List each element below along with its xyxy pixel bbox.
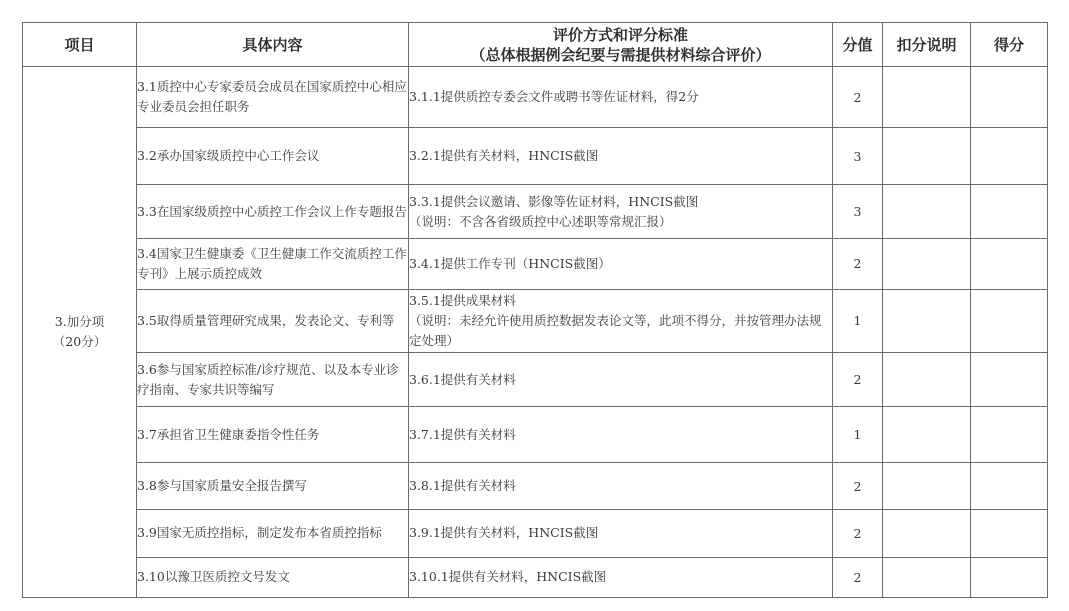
score-cell: 2	[833, 557, 883, 597]
criteria-cell	[409, 185, 833, 238]
result-cell[interactable]	[971, 67, 1048, 128]
result-cell[interactable]	[971, 509, 1048, 557]
result-cell[interactable]	[971, 185, 1048, 238]
result-cell[interactable]	[971, 289, 1048, 352]
group-name: 3.加分项	[54, 314, 105, 329]
criteria-note: （说明：不含各省级质控中心述职等常规汇报）	[409, 213, 672, 229]
table-row	[23, 353, 1048, 407]
result-cell[interactable]	[971, 128, 1048, 185]
criteria-cell	[409, 509, 833, 557]
table-row	[23, 238, 1048, 289]
table-row	[23, 289, 1048, 352]
deduction-cell[interactable]	[883, 407, 971, 463]
header-criteria-subtitle: （总体根据例会纪要与需提供材料综合评价）	[470, 45, 771, 64]
content-cell: 3.8参与国家质量安全报告撰写	[137, 463, 409, 509]
score-cell: 2	[833, 353, 883, 407]
criteria-text: 3.8.1提供有关材料	[409, 478, 516, 494]
score-cell: 2	[833, 463, 883, 509]
criteria-text: 3.4.1提供工作专刊（HNCIS截图）	[409, 255, 611, 271]
content-cell: 3.10以豫卫医质控文号发文	[137, 557, 409, 597]
header-score: 分值	[833, 23, 883, 67]
result-cell[interactable]	[971, 353, 1048, 407]
content-cell: 3.2承办国家级质控中心工作会议	[137, 128, 409, 185]
header-row	[23, 23, 1048, 67]
table-row	[23, 407, 1048, 463]
criteria-cell	[409, 557, 833, 597]
group-points: （20分）	[52, 334, 107, 349]
criteria-text: 3.9.1提供有关材料，HNCIS截图	[409, 525, 599, 541]
deduction-cell[interactable]	[883, 289, 971, 352]
table-row	[23, 509, 1048, 557]
criteria-text: 3.5.1提供成果材料	[409, 292, 516, 308]
table-body	[23, 67, 1048, 598]
score-cell: 3	[833, 185, 883, 238]
deduction-cell[interactable]	[883, 67, 971, 128]
criteria-cell	[409, 407, 833, 463]
content-cell: 3.3在国家级质控中心质控工作会议上作专题报告	[137, 185, 409, 238]
table-row	[23, 67, 1048, 128]
result-cell[interactable]	[971, 463, 1048, 509]
criteria-text: 3.2.1提供有关材料，HNCIS截图	[409, 148, 599, 164]
deduction-cell[interactable]	[883, 557, 971, 597]
group-cell	[23, 67, 137, 598]
result-cell[interactable]	[971, 557, 1048, 597]
criteria-text: 3.6.1提供有关材料	[409, 371, 516, 387]
criteria-cell	[409, 289, 833, 352]
deduction-cell[interactable]	[883, 509, 971, 557]
header-criteria-title: 评价方式和评分标准	[552, 25, 688, 44]
criteria-cell	[409, 128, 833, 185]
content-cell: 3.7承担省卫生健康委指令性任务	[137, 407, 409, 463]
deduction-cell[interactable]	[883, 185, 971, 238]
criteria-cell	[409, 353, 833, 407]
header-item: 项目	[23, 23, 137, 67]
content-cell: 3.1质控中心专家委员会成员在国家质控中心相应专业委员会担任职务	[137, 67, 409, 128]
deduction-cell[interactable]	[883, 238, 971, 289]
table-row	[23, 463, 1048, 509]
content-cell: 3.6参与国家质控标准/诊疗规范、以及本专业诊疗指南、专家共识等编写	[137, 353, 409, 407]
scoring-table	[22, 22, 1048, 598]
criteria-cell	[409, 463, 833, 509]
table-row	[23, 128, 1048, 185]
header-result: 得分	[971, 23, 1048, 67]
criteria-text: 3.1.1提供质控专委会文件或聘书等佐证材料，得2分	[409, 89, 699, 105]
score-cell: 2	[833, 67, 883, 128]
criteria-cell	[409, 67, 833, 128]
deduction-cell[interactable]	[883, 128, 971, 185]
score-cell: 1	[833, 289, 883, 352]
score-cell: 2	[833, 509, 883, 557]
result-cell[interactable]	[971, 238, 1048, 289]
score-cell: 2	[833, 238, 883, 289]
table-row	[23, 185, 1048, 238]
header-criteria	[409, 23, 833, 67]
criteria-text: 3.10.1提供有关材料，HNCIS截图	[409, 569, 607, 585]
criteria-cell	[409, 238, 833, 289]
criteria-note: （说明：未经允许使用质控数据发表论文等，此项不得分，并按管理办法规定处理）	[409, 312, 822, 348]
deduction-cell[interactable]	[883, 353, 971, 407]
score-cell: 3	[833, 128, 883, 185]
content-cell: 3.4国家卫生健康委《卫生健康工作交流质控工作专刊》上展示质控成效	[137, 238, 409, 289]
result-cell[interactable]	[971, 407, 1048, 463]
content-cell: 3.5取得质量管理研究成果，发表论文、专利等	[137, 289, 409, 352]
content-cell: 3.9国家无质控指标，制定发布本省质控指标	[137, 509, 409, 557]
deduction-cell[interactable]	[883, 463, 971, 509]
header-content: 具体内容	[137, 23, 409, 67]
criteria-text: 3.7.1提供有关材料	[409, 426, 516, 442]
header-deduction: 扣分说明	[883, 23, 971, 67]
table-row	[23, 557, 1048, 597]
score-cell: 1	[833, 407, 883, 463]
criteria-text: 3.3.1提供会议邀请、影像等佐证材料，HNCIS截图	[409, 193, 699, 209]
